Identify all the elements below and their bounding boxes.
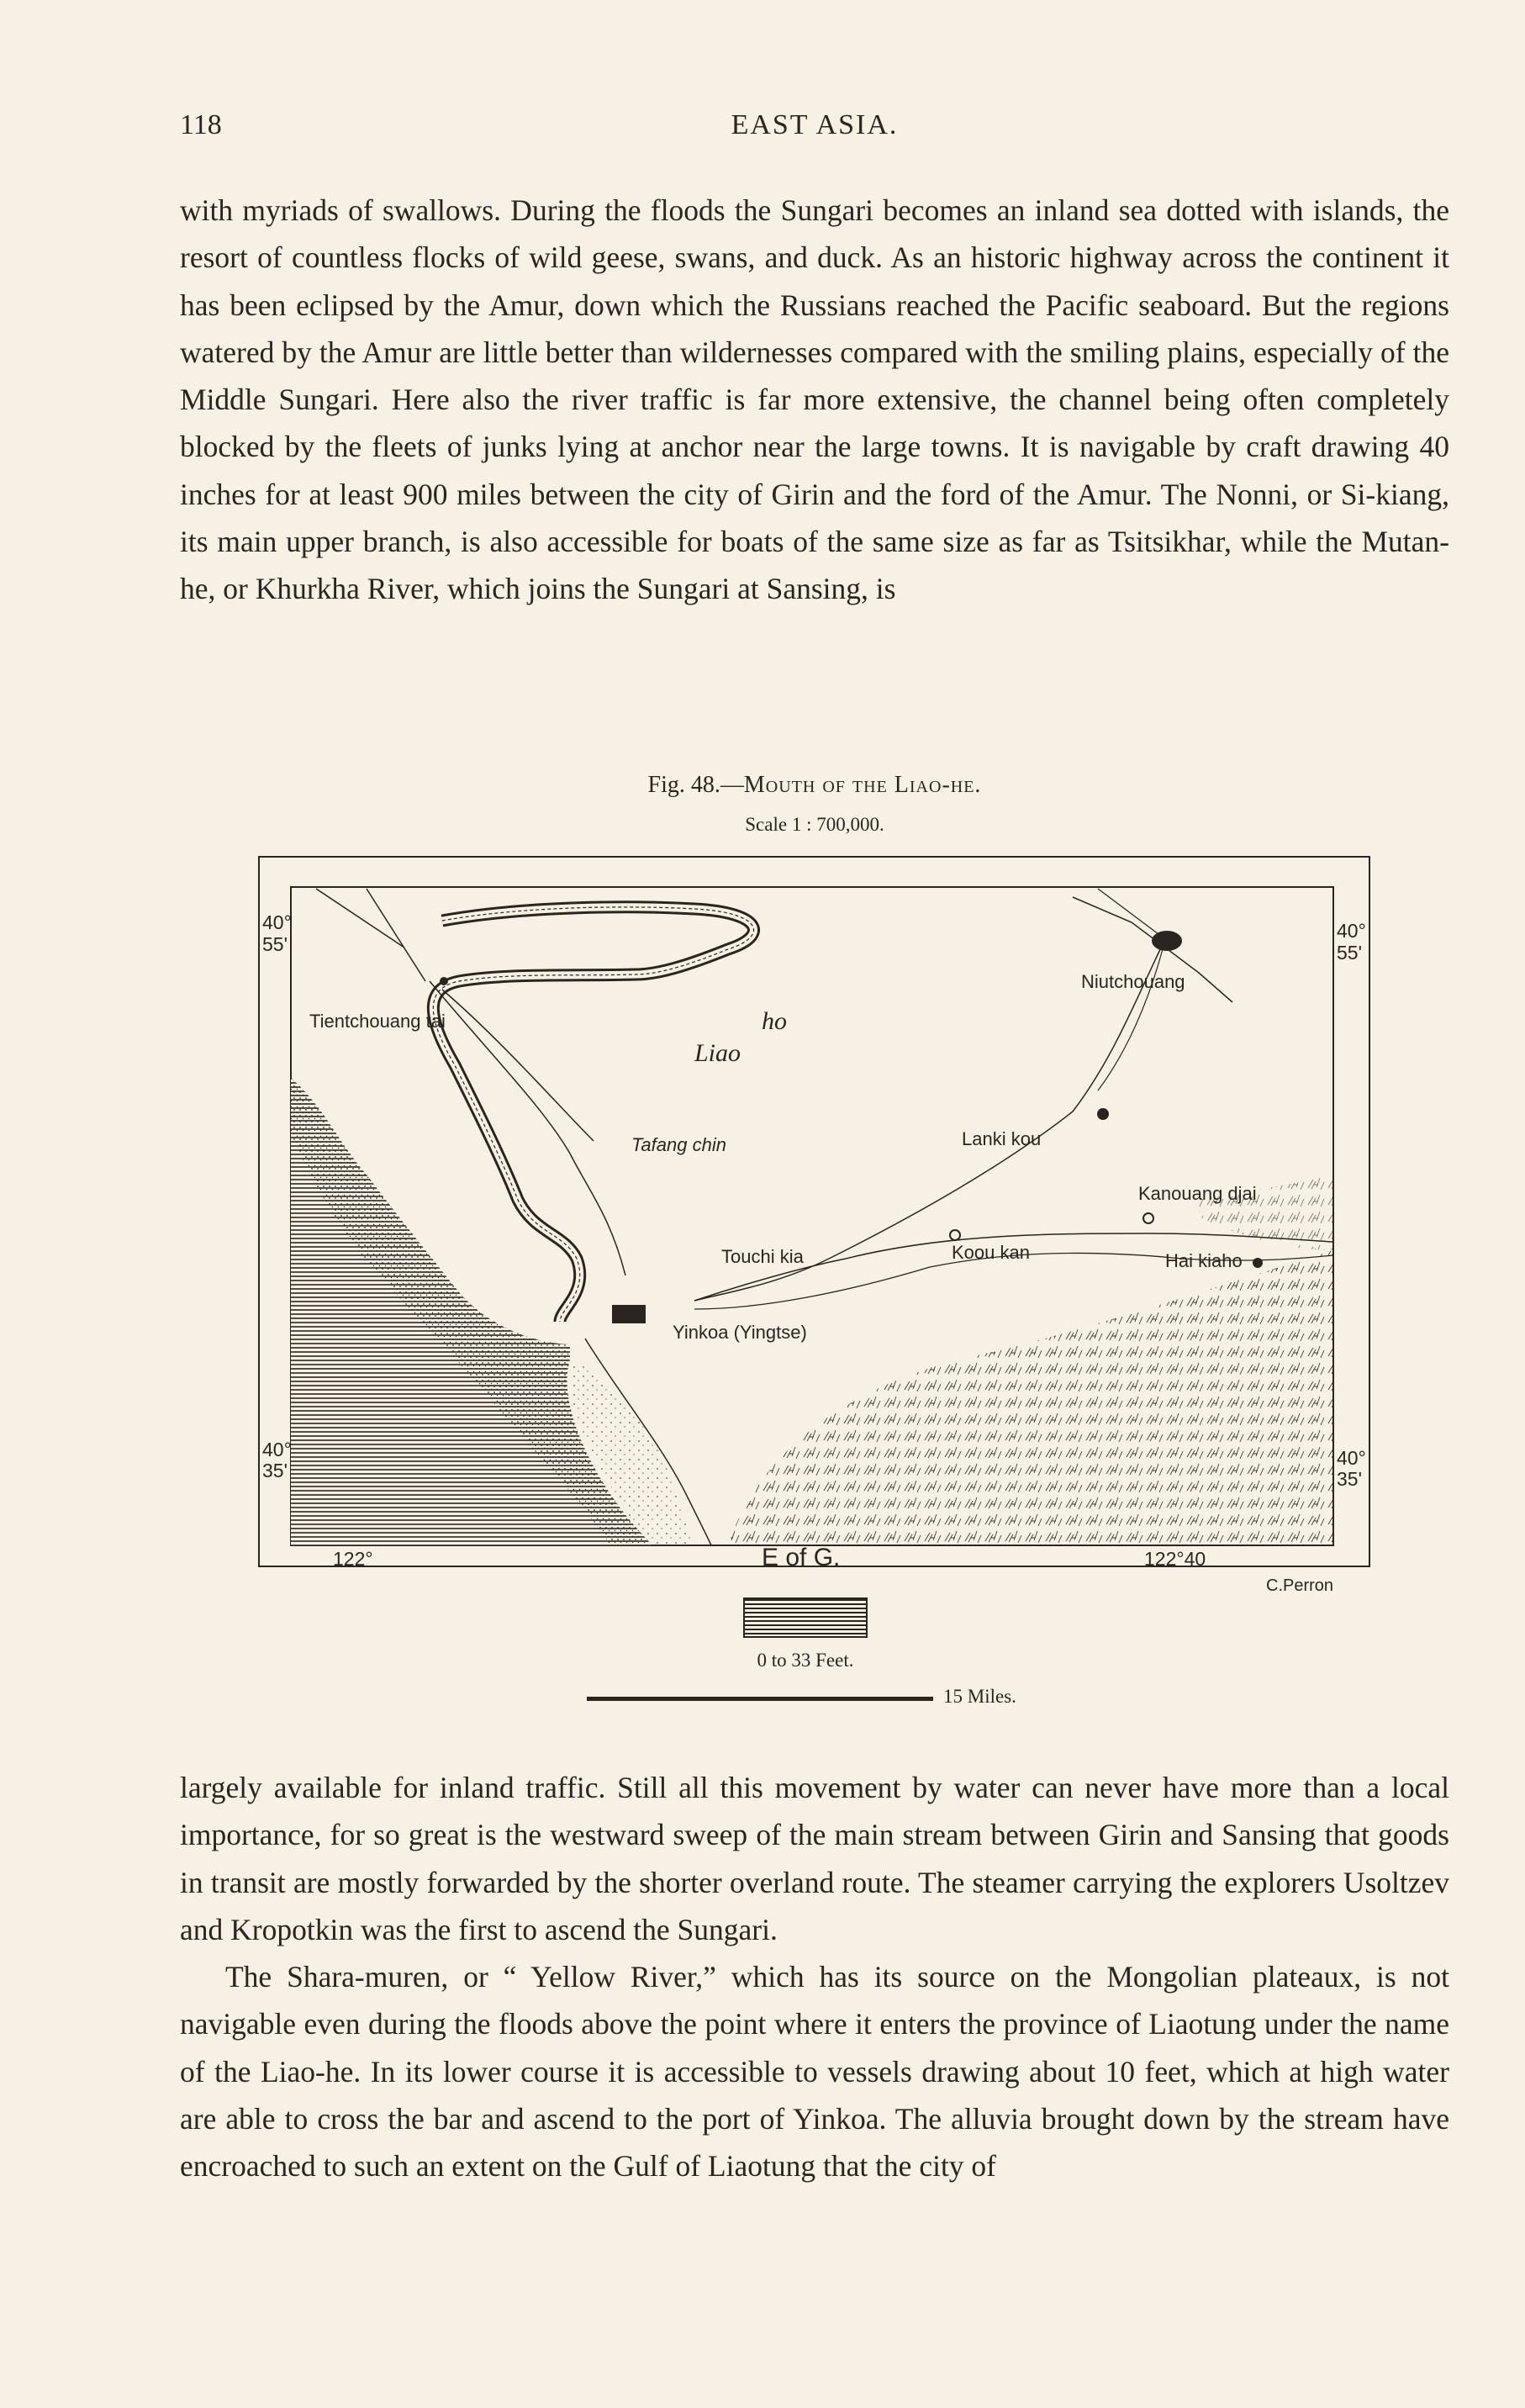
lat-label-bottom-left-min: 35': [262, 1460, 288, 1481]
place-niutchouang: Niutchouang: [1081, 971, 1185, 992]
page-header: [180, 109, 1449, 151]
place-haikia: Hai kiaho: [1165, 1250, 1243, 1271]
figure-number: Fig. 48.—: [647, 772, 744, 798]
lat-label-bottom-right: 40°: [1337, 1447, 1366, 1469]
place-lanki: Lanki kou: [962, 1128, 1042, 1149]
page-number: 118: [180, 109, 222, 140]
running-title: EAST ASIA.: [731, 109, 899, 140]
paragraph: largely available for inland traffic. Still all this movement by water can never have more than a local importance, for so great is the westward sweep of the main stream between Girin and Sansing that goods in transit are mostly forwarded by the shorter overland route. The steamer carrying the explorers Usoltzev and Kropotkin was the first to ascend the Sungari.: [180, 1771, 1449, 1946]
place-liao-river: Liao: [694, 1039, 741, 1067]
place-liao-ho: ho: [762, 1007, 787, 1035]
lat-label-bottom-right-min: 35': [1337, 1468, 1362, 1490]
place-tafang: Tafang chin: [631, 1134, 726, 1155]
scale-bar-label: 15 Miles.: [943, 1686, 1016, 1707]
place-touchi: Touchi kia: [721, 1246, 804, 1267]
map-credit: C.Perron: [1266, 1576, 1334, 1593]
figure-caption: [180, 772, 1449, 799]
paragraph: The Shara-muren, or “ Yellow River,” which has its source on the Mongolian plateaux, is not navigable even during the floods above the point where it enters the province of Liaotung under the name of the Liao-he. In its lower course it is accessible to vessels drawing about 10 feet, which at high water are able to cross the bar and ascend to the port of Yinkoa. The alluvia brought down by the stream have encroached to such an extent on the Gulf of Liaotung that the city of: [180, 1960, 1449, 2184]
paragraph: with myriads of swallows. During the floods the Sungari becomes an inland sea dotted with islands, the resort of countless flocks of wild geese, swans, and duck. As an historic highway across the continent it has been eclipsed by the Amur, down which the Russians reached the Pacific seaboard. But the regions watered by the Amur are little better than wildernesses compared with the smiling plains, especially of the Middle Sungari. Here also the river traffic is far more extensive, the channel being often completely blocked by the fleets of junks lying at anchor near the large towns. It is navigable by craft drawing 40 inches for at least 900 miles between the city of Girin and the ford of the Amur. The Nonni, or Si-kiang, its main upper branch, is also accessible for boats of the same size as far as Tsitsikhar, while the Mutan-he, or Khurkha River, which joins the Sungari at Sansing, is: [180, 193, 1449, 606]
body-text-top: [180, 187, 1449, 613]
figure-scale: Scale 1 : 700,000.: [745, 814, 884, 835]
place-yinkoa: Yinkoa (Yingtse): [673, 1322, 807, 1343]
lon-label-right: 122°40: [1144, 1548, 1206, 1570]
figure-title: Mouth of the Liao-he.: [743, 772, 982, 798]
lon-label-left: 122°: [333, 1548, 373, 1570]
lat-label-top-left: 40°: [262, 911, 292, 933]
lon-label-center: E of G.: [762, 1544, 841, 1571]
legend-shallow-water-swatch: [743, 1597, 868, 1638]
lat-label-top-right-min: 55': [1337, 942, 1362, 964]
place-koukan: Koou kan: [952, 1242, 1030, 1263]
place-kanouang: Kanouang djai: [1138, 1183, 1257, 1204]
legend-depth-label: 0 to 33 Feet.: [757, 1650, 854, 1671]
scale-bar: [587, 1697, 933, 1701]
map-figure: [257, 855, 1371, 1593]
lat-label-bottom-left: 40°: [262, 1439, 292, 1460]
place-tientchouang: Tientchouang tai: [309, 1011, 446, 1032]
body-text-bottom: [180, 1764, 1449, 2190]
lat-label-top-right: 40°: [1337, 920, 1366, 942]
lat-label-top-left-min: 55': [262, 933, 288, 955]
